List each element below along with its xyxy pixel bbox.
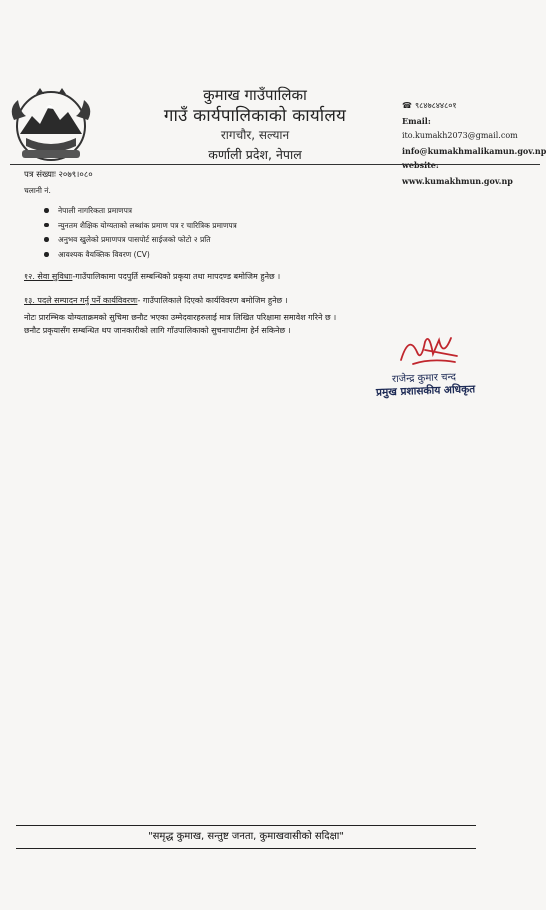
email-address-2[interactable]: info@kumakhmalikamun.gov.np — [402, 145, 546, 156]
header-divider — [10, 164, 540, 165]
phone-line — [402, 99, 542, 114]
footer-motto: "समृद्ध कुमाख, सन्तुष्ट जनता, कुमाखवासीको सदिक्षा" — [148, 831, 344, 842]
dispatch-number: चलानी नं. — [24, 186, 51, 195]
section-12-heading: १२. सेवा सुविधाः — [24, 272, 73, 281]
document-list — [44, 205, 237, 264]
list-item: आवश्यक वैयक्तिक विवरण (CV) — [44, 249, 237, 264]
note-line-1: नोटः प्रारम्भिक योग्यताक्रमको सुचिमा छनौट भएका उम्मेदवारहरुलाई मात्र लिखित परिक्षामा समावेश गरिने छ । — [24, 313, 337, 322]
phone-number: ९८४७८४४८०१ — [414, 101, 457, 110]
handwritten-signature — [395, 330, 465, 370]
bullet-icon — [44, 223, 49, 228]
bullet-icon — [44, 252, 49, 257]
phone-icon: ☎ — [402, 101, 412, 110]
email-label: Email: — [402, 115, 431, 126]
footer-divider-top — [16, 825, 476, 826]
office-address: रागचौर, सल्यान — [220, 128, 290, 142]
signatory-designation: प्रमुख प्रशासकीय अधिकृत — [375, 383, 476, 399]
email-address-1[interactable]: ito.kumakh2073@gmail.com — [402, 131, 518, 140]
note-line-2: छनौट प्रकृयासँग सम्बन्धित थप जानकारीको लागि गाँउपालिकाको सुचनापाटीमा हेर्न सकिनेछ । — [24, 326, 291, 335]
list-item: नेपाली नागरिकता प्रमाणपत्र — [44, 205, 237, 220]
office-title: गाउँ कार्यपालिकाको कार्यालय — [163, 106, 347, 126]
list-item: अनुभव खुलेको प्रमाणपत्र पासपोर्ट साईजको फोटो २ प्रति — [44, 234, 237, 249]
bullet-icon — [44, 208, 49, 213]
section-12-text: -गाउँपालिकामा पदपुर्ति सम्बन्धिको प्रकृया तथा मापदण्ड बमोजिम हुनेछ । — [72, 272, 281, 281]
contact-block — [402, 99, 546, 189]
nepal-emblem-icon — [6, 86, 96, 164]
email-line-1 — [402, 114, 542, 144]
footer-divider-bottom — [16, 848, 476, 849]
website-url[interactable]: www.kumakhmun.gov.np — [402, 175, 513, 186]
reference-number: पत्र संख्याः २०७९।०८० — [24, 170, 93, 180]
section-13 — [24, 295, 529, 307]
website-line — [402, 158, 542, 189]
website-label: website: — [402, 160, 439, 170]
section-12 — [24, 271, 529, 283]
bullet-icon — [44, 237, 49, 242]
signatory-name: राजेन्द्र कुमार चन्द — [391, 371, 457, 386]
office-name-block — [130, 86, 380, 163]
municipality-name: कुमाख गाउँपालिका — [203, 86, 307, 104]
section-13-heading: १३. पदले सम्पादन गर्नु पर्ने कार्यविवरणः — [24, 296, 138, 305]
office-province: कर्णाली प्रदेश, नेपाल — [208, 147, 302, 162]
section-13-text: - गाउँपालिकाले दिएको कार्यविवरण बमोजिम हुनेछ । — [137, 296, 288, 305]
list-item: न्युनतम शैक्षिक योग्यताको लब्धांक प्रमाण पत्र र चारित्रिक प्रमाणपत्र — [44, 220, 237, 235]
